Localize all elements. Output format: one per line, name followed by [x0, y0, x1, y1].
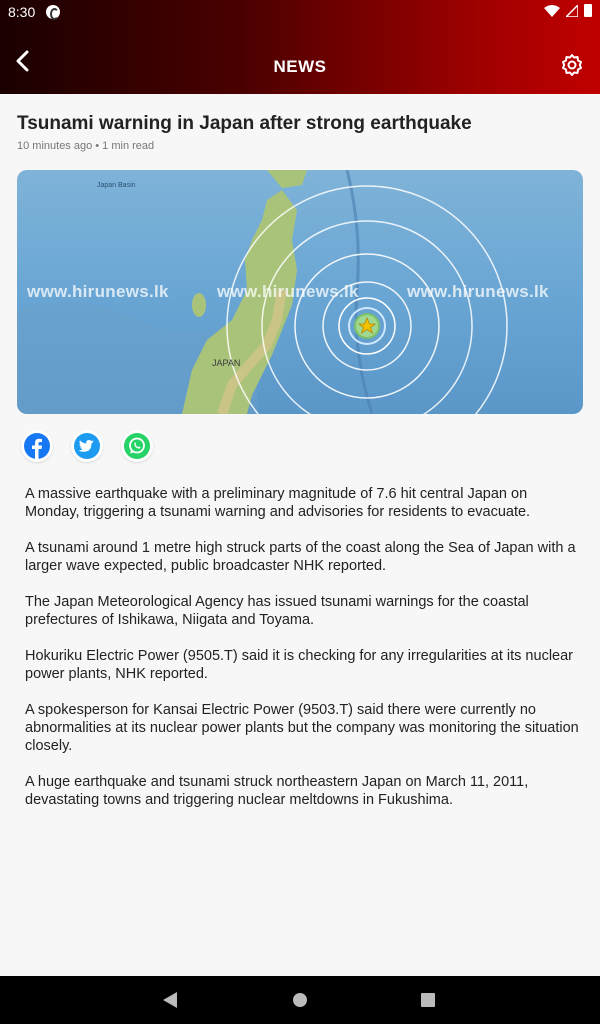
app-title: NEWS — [273, 57, 327, 76]
nav-home-icon[interactable] — [293, 993, 307, 1007]
app-bar — [0, 24, 600, 94]
twitter-icon — [74, 433, 100, 459]
news-app-icon — [46, 5, 60, 19]
status-icons — [544, 4, 592, 17]
share-buttons — [21, 430, 153, 462]
image-watermark: www.hirunews.lk — [407, 282, 549, 301]
article-paragraph: A massive earthquake with a preliminary magnitude of 7.6 hit central Japan on Monday, triggering a tsunami warning and advisories for residents to evacuate. — [25, 486, 531, 520]
article-headline: Tsunami warning in Japan after strong earthquake — [17, 113, 472, 134]
article-body — [25, 485, 581, 827]
share-facebook-button[interactable] — [21, 430, 53, 462]
signal-icon — [566, 5, 578, 17]
map-label-japan: JAPAN — [212, 358, 241, 368]
article-paragraph: Hokuriku Electric Power (9505.T) said it is checking for any irregularities at its nuclear power plants, NHK reported. — [25, 648, 573, 682]
status-bar — [0, 0, 600, 24]
article-content — [0, 94, 600, 976]
battery-icon — [584, 4, 592, 17]
share-whatsapp-button[interactable] — [121, 430, 153, 462]
system-nav-bar — [0, 976, 600, 1024]
settings-button[interactable] — [558, 51, 586, 79]
article-paragraph: A spokesperson for Kansai Electric Power (9503.T) said there were currently no abnormalities at its nuclear power plants but the company was monitoring the situation closely. — [25, 702, 579, 754]
whatsapp-icon — [124, 433, 150, 459]
article-paragraph: A tsunami around 1 metre high struck parts of the coast along the Sea of Japan with a larger wave expected, public broadcaster NHK reported. — [25, 540, 576, 574]
gear-icon — [560, 53, 584, 77]
share-twitter-button[interactable] — [71, 430, 103, 462]
article-meta: 10 minutes ago • 1 min read — [17, 140, 155, 152]
nav-recents-icon[interactable] — [421, 993, 435, 1007]
image-watermark: www.hirunews.lk — [217, 282, 359, 301]
image-watermark: www.hirunews.lk — [27, 282, 169, 301]
wifi-icon — [544, 5, 560, 17]
article-image[interactable] — [17, 170, 583, 414]
facebook-icon — [24, 433, 50, 459]
article-paragraph: The Japan Meteorological Agency has issued tsunami warnings for the coastal prefectures of Ishikawa, Niigata and Toyama. — [25, 594, 529, 628]
article-paragraph: A huge earthquake and tsunami struck northeastern Japan on March 11, 2011, devastating towns and triggering nuclear meltdowns in Fukushima. — [25, 774, 529, 808]
nav-back-icon[interactable] — [163, 992, 177, 1008]
map-label-basin: Japan Basin — [97, 182, 136, 189]
status-time: 8:30 — [8, 4, 36, 20]
